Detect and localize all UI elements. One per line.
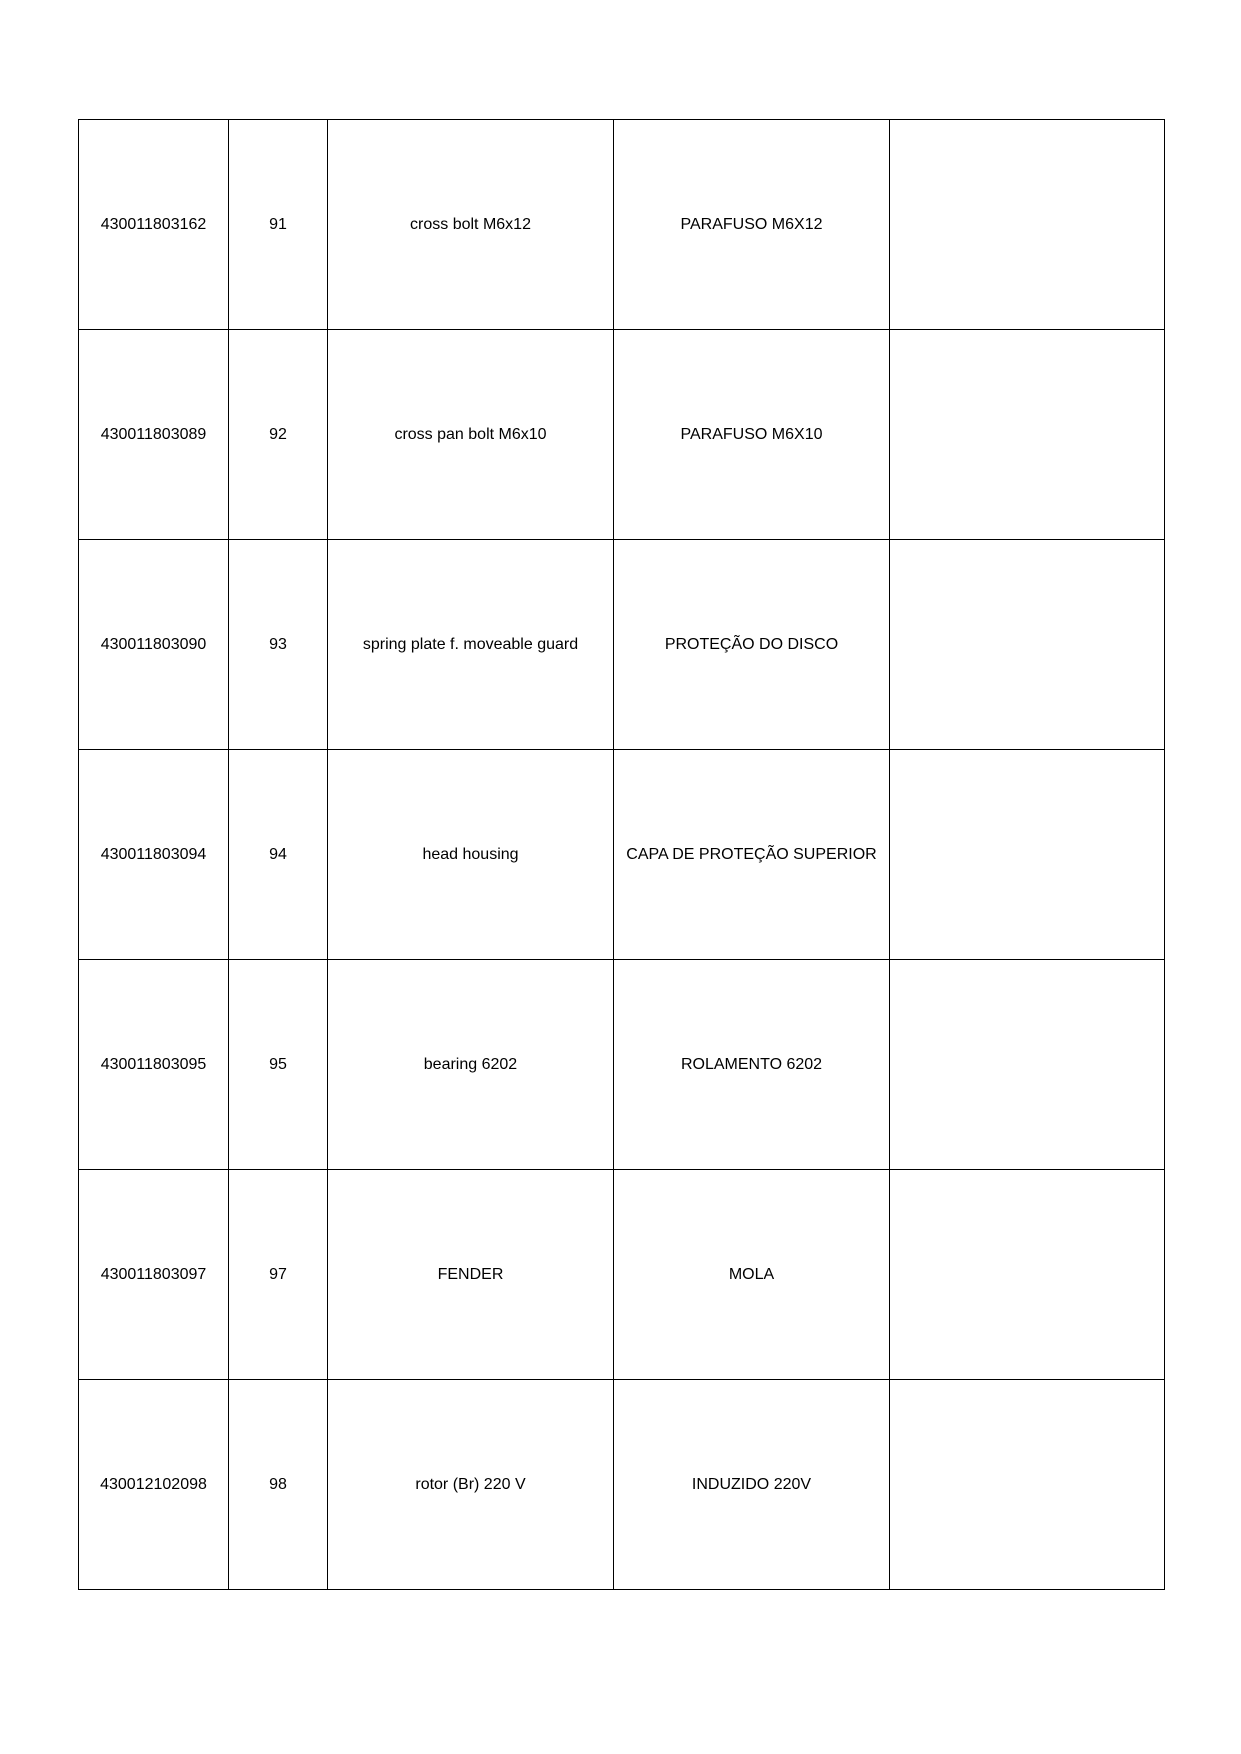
table-row bbox=[79, 1380, 1165, 1590]
part-code-cell: 430012102098 bbox=[79, 1380, 229, 1590]
description-en-cell: rotor (Br) 220 V bbox=[328, 1380, 614, 1590]
position-number-cell: 97 bbox=[229, 1170, 328, 1380]
position-number-cell: 93 bbox=[229, 540, 328, 750]
notes-cell bbox=[890, 1380, 1165, 1590]
position-number-cell: 98 bbox=[229, 1380, 328, 1590]
notes-cell bbox=[890, 1170, 1165, 1380]
position-number-cell: 92 bbox=[229, 330, 328, 540]
notes-cell bbox=[890, 330, 1165, 540]
description-pt-cell: INDUZIDO 220V bbox=[614, 1380, 890, 1590]
notes-cell bbox=[890, 540, 1165, 750]
description-en-cell: cross pan bolt M6x10 bbox=[328, 330, 614, 540]
description-en-cell: head housing bbox=[328, 750, 614, 960]
table-row bbox=[79, 120, 1165, 330]
table-row bbox=[79, 960, 1165, 1170]
description-pt-cell: PARAFUSO M6X12 bbox=[614, 120, 890, 330]
part-code-cell: 430011803094 bbox=[79, 750, 229, 960]
part-code-cell: 430011803097 bbox=[79, 1170, 229, 1380]
description-en-cell: FENDER bbox=[328, 1170, 614, 1380]
description-en-cell: cross bolt M6x12 bbox=[328, 120, 614, 330]
notes-cell bbox=[890, 120, 1165, 330]
position-number-cell: 95 bbox=[229, 960, 328, 1170]
description-pt-cell: PROTEÇÃO DO DISCO bbox=[614, 540, 890, 750]
position-number-cell: 94 bbox=[229, 750, 328, 960]
table-row bbox=[79, 540, 1165, 750]
position-number-cell: 91 bbox=[229, 120, 328, 330]
part-code-cell: 430011803090 bbox=[79, 540, 229, 750]
description-pt-cell: PARAFUSO M6X10 bbox=[614, 330, 890, 540]
part-code-cell: 430011803095 bbox=[79, 960, 229, 1170]
part-code-cell: 430011803162 bbox=[79, 120, 229, 330]
description-pt-cell: ROLAMENTO 6202 bbox=[614, 960, 890, 1170]
table-row bbox=[79, 330, 1165, 540]
notes-cell bbox=[890, 960, 1165, 1170]
table-row bbox=[79, 1170, 1165, 1380]
description-en-cell: bearing 6202 bbox=[328, 960, 614, 1170]
description-pt-cell: CAPA DE PROTEÇÃO SUPERIOR bbox=[614, 750, 890, 960]
notes-cell bbox=[890, 750, 1165, 960]
description-pt-cell: MOLA bbox=[614, 1170, 890, 1380]
description-en-cell: spring plate f. moveable guard bbox=[328, 540, 614, 750]
part-code-cell: 430011803089 bbox=[79, 330, 229, 540]
parts-table bbox=[78, 119, 1165, 1590]
table-row bbox=[79, 750, 1165, 960]
